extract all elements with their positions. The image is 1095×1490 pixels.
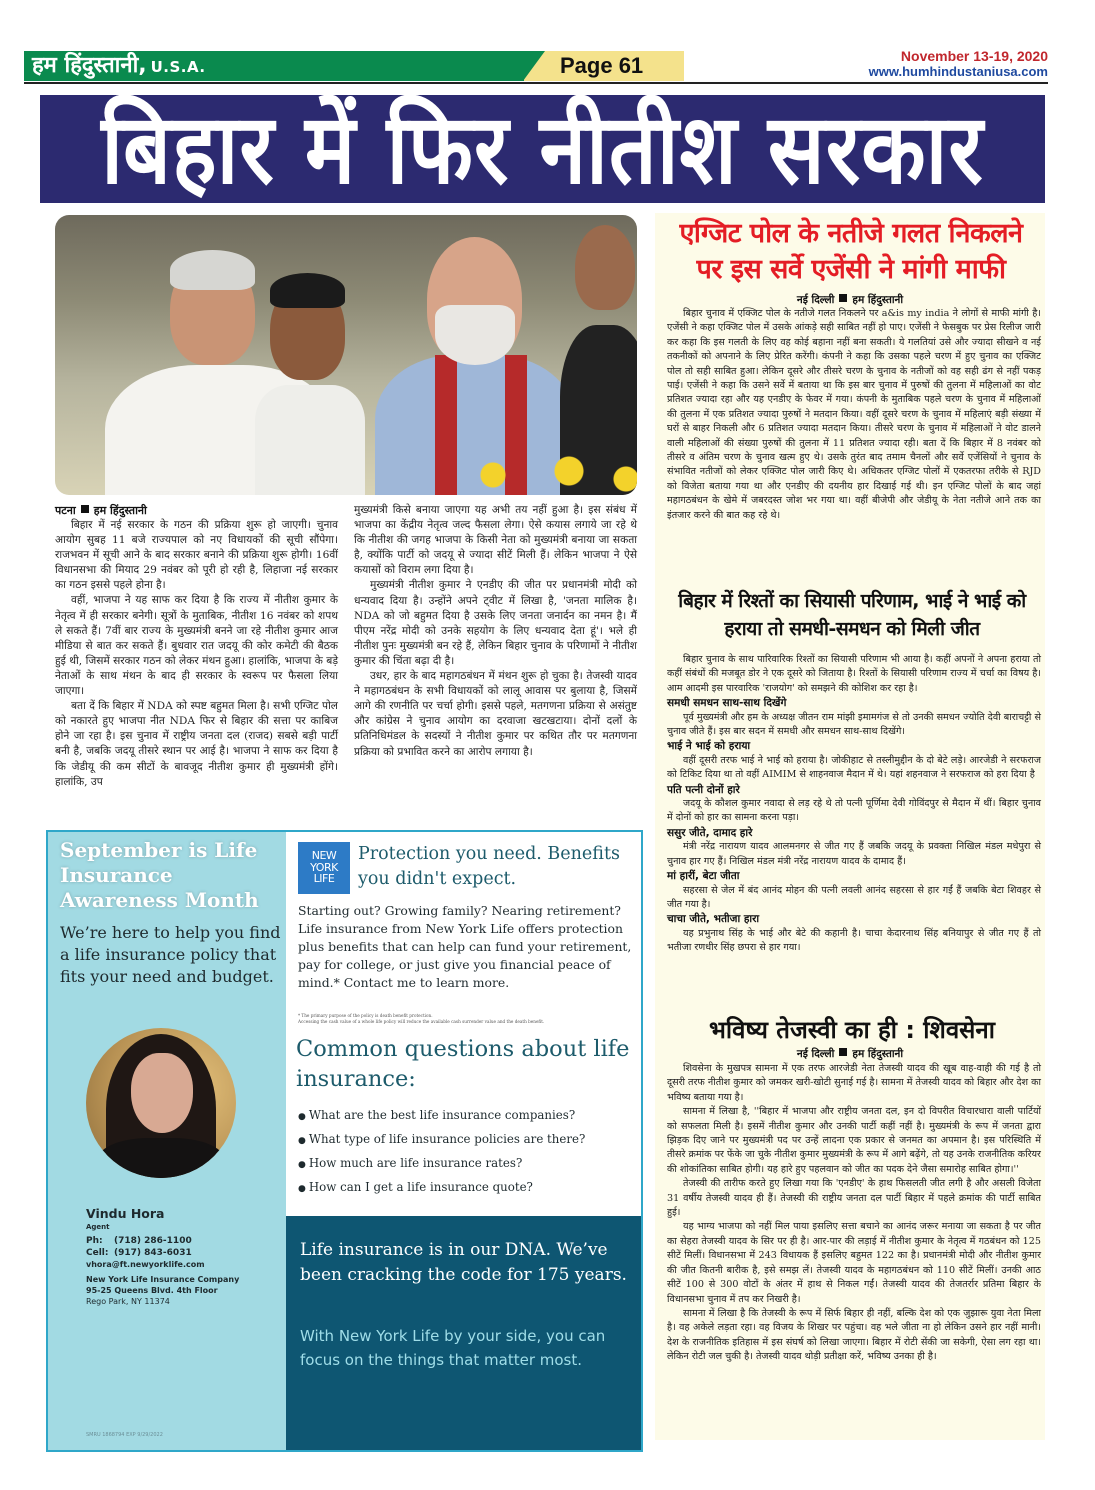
masthead-rule (24, 82, 1048, 84)
photo-figure (435, 305, 515, 365)
article-column-1 (55, 503, 338, 790)
article-paragraph: मुख्यमंत्री नीतीश कुमार ने एनडीए की जीत पर प्रधानमंत्री मोदी को धन्यवाद दिया है। उन्होंने अपने ट्वीट में लिखा है, 'जनता मालिक है। NDA को जो बहुमत दिया है उसके लिए जनता जनार्दन का नमन है। मैं पीएम नरेंद्र मोदी को उनके सहयोग के लिए धन्यवाद देता हूं'। भले ही नीतीश पुनः मुख्यमंत्री बन रहे हैं, लेकिन बिहार चुनाव के परिणामों ने नीतीश कुमार की चिंता बढ़ा दी है। (354, 579, 637, 667)
brand-bar (24, 51, 524, 81)
photo-figure (575, 225, 635, 310)
ad-questions-list (298, 1104, 643, 1200)
ad-dna-panel (286, 1216, 641, 1450)
exit-poll-headline: एग्जिट पोल के नतीजे गलत निकलने पर इस सर्वे एजेंसी ने मांगी माफी (679, 218, 1023, 285)
story-paragraph: वहीं दूसरी तरफ भाई ने भाई को हराया है। जोकीहाट से तस्लीमुद्दीन के दो बेटे लड़े। आरजेडी ने सरफराज को टिकिट दिया था तो वहीं AIMIM से शाहनवाज मैदान में थे। यहां शहनवाज ने सरफराज को हरा दिया है (667, 754, 1041, 781)
story-paragraph: सामना में लिखा है कि तेजस्वी के रूप में सिर्फ बिहार ही नहीं, बल्कि देश को एक जुझारू युवा नेता मिला है। वह अकेले लड़ता रहा। वह विजय के शिखर पर पहुंचा। वह भले जीता ना हो लेकिन उसने हार नहीं मानी। देश के राजनीतिक इतिहास में इस संघर्ष को लिखा जाएगा। बिहार में रोटी सेंकी जा सकेगी, ऐसा लग रहा था। लेकिन रोटी जल चुकी है। तेजस्वी यादव थोड़ी प्रतीक्षा करें, भविष्य उनका ही है। (667, 1307, 1041, 1363)
agent-email[interactable]: vhora@ft.newyorklife.com (86, 1260, 205, 1269)
square-bullet-icon (839, 1048, 847, 1056)
shivsena-headline: भविष्य तेजस्वी का ही : शिवसेना (709, 1016, 995, 1044)
new-york-life-logo: NEW YORK LIFE (298, 842, 350, 894)
exit-poll-story (667, 307, 1041, 523)
story-paragraph: यह प्रभुनाथ सिंह के भाई और बेटे की कहानी है। चाचा केदारनाथ सिंह बनियापुर से जीत गए हैं तो भतीजा रणधीर सिंह छपरा से हार गया। (667, 927, 1041, 954)
story-subhead: समधी समधन साथ-साथ दिखेंगे (667, 697, 787, 710)
agent-info (86, 1206, 286, 1307)
masthead (24, 48, 1048, 84)
story-paragraph: सामना में लिखा है, ''बिहार में भाजपा और राष्ट्रीय जनता दल, इन दो विपरीत विचारधारा वाली पार्टियों को सफलता मिली है। इसमें नीतीश कुमार और उनकी पार्टी कहीं नहीं है। मुख्यमंत्री के रूप में जनता द्वारा झिड़क दिए जाने पर मुख्यमंत्री पद पर उन्हें लादना एक प्रकार से जनमत का अपमान है। इस परिस्थिति में तीसरे क्रमांक पर फेंके जा चुके नीतीश कुमार मुख्यमंत्री के रूप में आगे बढ़ेंगे, तो यह उनके राजनीतिक करियर की शोकांतिका साबित होगी। यह हारे हुए पहलवान को जीत का पदक देने जैसा समारोह साबित होगा।'' (667, 1106, 1041, 1175)
lead-photo (55, 215, 637, 495)
story-paragraph: यह भाग्य भाजपा को नहीं मिल पाया इसलिए सत्ता बचाने का आनंद जरूर मनाया जा सकता है पर जीत का सेहरा तेजस्वी यादव के सिर पर ही है। आर-पार की लड़ाई में नीतीश कुमार के नेतृत्व में गठबंधन को 125 सीटें मिलीं। विधानसभा में 243 विधायक हैं इसलिए बहुमत 122 का है। प्रधानमंत्री मोदी और नीतीश कुमार की जीत कितनी बारीक है, इसे समझ लें। तेजस्वी यादव के महागठबंधन को 110 सीटें मिलीं। उनकी आठ सीटें 100 से 300 वोटों के अंतर में हाथ से निकल गईं। तेजस्वी यादव की तेजतर्रार प्रतिमा बिहार के विधानसभा चुनाव में तप कर निखरी है। (667, 1221, 1041, 1305)
ad-headline: Protection you need. Benefits you didn't expect. (358, 844, 620, 889)
ad-question: ● What type of life insurance policies are there? (298, 1128, 643, 1152)
relations-headline: बिहार में रिश्तों का सियासी परिणाम, भाई ने भाई को हराया तो समधी-समधन को मिली जीत (678, 590, 1026, 640)
agent-address-line-2: Rego Park, NY 11374 (86, 1297, 170, 1306)
website-link[interactable]: www.humhindustaniusa.com (868, 64, 1048, 79)
agent-photo (86, 1028, 236, 1178)
relations-story (667, 653, 1041, 956)
newspaper-name: हम हिंदुस्तानी, U.S.A. (32, 53, 206, 78)
ad-code: SMRU 1868794 EXP 9/29/2022 (86, 1432, 163, 1438)
right-column (655, 213, 1045, 1440)
ad-title: September is Life Insurance Awareness Month (60, 838, 259, 912)
square-bullet-icon (839, 294, 847, 302)
article-paragraph: बता दें कि बिहार में NDA को स्पष्ट बहुमत मिला है। सभी एग्जिट पोल को नकारते हुए भाजपा नीत NDA फिर से बिहार की सत्ता पर काबिज होने जा रहा है। इस चुनाव में राष्ट्रीय जनता दल (राजद) सबसे बड़ी पार्टी बनी है, जबकि जदयू तीसरे स्थान पर आई है। भाजपा ने साफ कर दिया है कि जेडीयू की कम सीटों के बावजूद नीतीश कुमार ही मुख्यमंत्री होंगे। हालांकि, उप (55, 700, 338, 788)
agent-name: Vindu Hora (86, 1206, 165, 1221)
agent-address-line-1: 95-25 Queens Blvd. 4th Floor (86, 1286, 218, 1295)
headline-banner (40, 92, 1045, 206)
page-number-tab (524, 51, 684, 81)
photo-figure (270, 273, 345, 308)
photo-figure (170, 250, 255, 290)
page-number: Page 61 (560, 53, 644, 78)
story-paragraph: बिहार चुनाव के साथ पारिवारिक रिश्तों का सियासी परिणाम भी आया है। कहीं अपनों ने अपना हराया तो कहीं संबंधों की मजबूत डोर ने एक दूसरे को जिताया है। रिश्तों के सियासी परिणाम राज्य में चर्चा का विषय है। आम आदमी इस पारवारिक 'राजयोग' को समझने की कोशिश कर रहा है। (667, 654, 1041, 694)
photo-scarf (435, 355, 457, 495)
story-paragraph: मंत्री नरेंद्र नारायण यादव आलमनगर से जीत गए हैं जबकि जदयू के प्रवक्ता निखिल मंडल मधेपुरा से चुनाव हार गए हैं। निखिल मंडल मंत्री नरेंद्र नारायण यादव के दामाद हैं। (667, 841, 1041, 867)
ad-focus-text: With New York Life by your side, you can focus on the things that matter most. (300, 1327, 606, 1369)
square-bullet-icon (81, 505, 89, 513)
article-paragraph: बिहार में नई सरकार के गठन की प्रक्रिया शुरू हो जाएगी। चुनाव आयोग सुबह 11 बजे राज्यपाल को नए विधायकों की सूची सौंपेगा। राजभवन में सूची आने के बाद सरकार बनाने की प्रक्रिया शुरू होगी। 16वीं विधानसभा की मियाद 29 नवंबर को पूरी हो रही है, लिहाजा नई सरकार का गठन इससे पहले होना है। (55, 519, 338, 592)
ad-intro: We’re here to help you find a life insurance policy that fits your need and budget. (60, 923, 281, 986)
ad-question: ● How can I get a life insurance quote? (298, 1176, 643, 1200)
main-article (55, 503, 637, 823)
issue-date: November 13-19, 2020 (900, 48, 1048, 64)
agent-phone[interactable]: Ph: (718) 286-1100 (86, 1236, 192, 1246)
story-paragraph: पूर्व मुख्यमंत्री और हम के अध्यक्ष जीतन राम मांझी इमामगंज से तो उनकी समधन ज्योति देवी बाराचट्टी से चुनाव जीते हैं। इस बार सदन में समधी और समधन साथ-साथ दिखेंगे। (667, 711, 1041, 738)
ad-questions-title: Common questions about life insurance: (296, 1036, 630, 1092)
story-subhead: ससुर जीते, दामाद हारे (667, 826, 753, 839)
agent-company: New York Life Insurance Company (86, 1275, 240, 1284)
story-subhead: चाचा जीते, भतीजा हारा (667, 913, 760, 926)
story-subhead: मां हारीं, बेटा जीता (667, 870, 740, 883)
article-paragraph: मुख्यमंत्री किसे बनाया जाएगा यह अभी तय नहीं हुआ है। इस संबंध में भाजपा का केंद्रीय नेतृत्व जल्द फैसला लेगा। ऐसे कयास लगाये जा रहे थे कि नीतीश की जगह भाजपा के किसी नेता को मुख्यमंत्री बनाया जा सकता है, क्योंकि पार्टी को जदयू से ज्यादा सीटें मिली हैं। लेकिन भाजपा ने ऐसे कयासों को विराम लगा दिया है। (354, 504, 637, 577)
newspaper-edition: U.S.A. (150, 58, 206, 76)
ad-body: Starting out? Growing family? Nearing retirement? Life insurance from New York Life offers protection plus benefits that can help can fund your retirement, pay for college, or just give you financial peace of mind.* Contact me to learn more. (298, 903, 632, 990)
insurance-advertisement (46, 830, 643, 1452)
story-subhead: पति पत्नी दोनों हारे (667, 783, 740, 796)
ad-content-panel (286, 832, 641, 1450)
main-headline: बिहार में फिर नीतीश सरकार (101, 92, 984, 206)
ad-question: ● How much are life insurance rates? (298, 1152, 643, 1176)
photo-figure (255, 385, 365, 495)
agent-role: Agent (86, 1223, 110, 1231)
story-paragraph: शिवसेना के मुखपत्र सामना में एक तरफ आरजेडी नेता तेजस्वी यादव की खूब वाह-वाही की गई है तो दूसरी तरफ नीतीश कुमार को जमकर खरी-खोटी सुनाई गई है। सामना में तेजस्वी यादव को बिहार और देश का भविष्य बताया गया है। (667, 1063, 1041, 1103)
story-paragraph: सहरसा से जेल में बंद आनंद मोहन की पत्नी लवली आनंद सहरसा से हार गईं हैं जबकि बेटा शिवहर से जीत गया है। (667, 884, 1041, 910)
article-paragraph: उधर, हार के बाद महागठबंधन में मंथन शुरू हो चुका है। तेजस्वी यादव ने महागठबंधन के सभी विधायकों को लालू आवास पर बुलाया है, जिसमें आगे की रणनीति पर चर्चा होगी। इससे पहले, मतगणना प्रक्रिया से असंतुष्ट और कांग्रेस ने चुनाव आयोग का दरवाजा खटखटाया। दोनों दलों के प्रतिनिधिमंडल के सदस्यों ने नीतीश कुमार पर कथित तौर पर मतगणना प्रक्रिया को प्रभावित करने का आरोप लगाया है। (354, 670, 637, 758)
story-paragraph: जदयू के कौशल कुमार नवादा से लड़ रहे थे तो पत्नी पूर्णिमा देवी गोविंदपुर से मैदान में थीं। बिहार चुनाव में दोनों को हार का सामना करना पड़ा। (667, 798, 1041, 824)
dateline: पटना हम हिंदुस्तानी (55, 504, 147, 517)
exit-poll-dateline: नई दिल्ली हम हिंदुस्तानी (796, 294, 904, 306)
article-paragraph: वहीं, भाजपा ने यह साफ कर दिया है कि राज्य में नीतीश कुमार के नेतृत्व में ही सरकार बनेगी। सूत्रों के मुताबिक, नीतीश 16 नवंबर को शपथ ले सकते हैं। 7वीं बार राज्य के मुख्यमंत्री बनने जा रहे नीतीश कुमार आज मीडिया से बात कर सकते हैं। बुधवार रात जदयू की कोर कमेटी की बैठक हुई थी, जिसमें सरकार गठन को लेकर मंथन हुआ। हालांकि, भाजपा के बड़े नेताओं के साथ मंथन के बाद ही सरकार के स्वरूप पर फैसला लिया जाएगा। (55, 594, 338, 698)
story-paragraph: तेजस्वी की तारीफ करते हुए लिखा गया कि 'एनडीए' के हाथ फिसलती जीत लगी है और असली विजेता 31 वर्षीय तेजस्वी यादव ही हैं। तेजस्वी की राष्ट्रीय जनता दल पार्टी बिहार में पहले क्रमांक की पार्टी साबित हुई। (667, 1178, 1041, 1219)
shivsena-story (667, 1062, 1041, 1365)
shivsena-dateline: नई दिल्ली हम हिंदुस्तानी (796, 1048, 904, 1060)
story-subhead: भाई ने भाई को हराया (667, 740, 751, 753)
ad-agent-panel (48, 832, 286, 1450)
story-paragraph: बिहार चुनाव में एक्जिट पोल के नतीजे गलत निकलने पर a&is my india ने लोगों से माफी मांगी है। एजेंसी ने कहा एक्जिट पोल में उसके आंकड़े सही साबित नहीं हो पाए। एजेंसी ने फेसबुक पर प्रेस रिलीज जारी कर कहा कि इस गलती के लिए वह कोई बहाना नहीं बना सकती। ये गलतियां उसे और ज्यादा सीखने व नई तकनीकों को अपनाने के लिए प्रेरित करेंगी। कंपनी ने कहा कि उसका पहले चरण में हुए चुनाव का एक्जिट पोल तो सही साबित हुआ। लेकिन दूसरे और तीसरे चरण के चुनाव के नतीजों को वह सही ढंग से नहीं पकड़ पाई। एजेंसी ने कहा कि उसने सर्वे में बताया था कि इस बार चुनाव में पुरुषों की तुलना में महिलाओं का वोट प्रतिशत ज्यादा रहा और यह एनडीए के फेवर में गया। कंपनी के मुताबिक पहले चरण के चुनाव में महिलाओं की तुलना में एक प्रतिशत ज्यादा पुरुषों ने मतदान किया। वहीं दूसरे चरण के चुनाव में महिलाएं बड़ी संख्या में घरों से बाहर निकली और 6 प्रतिशत ज्यादा मतदान किया। तीसरे चरण के चुनाव में महिलाओं ने वोट डालने वाली महिलाओं की संख्या पुरुषों की तुलना में 11 प्रतिशत ज्यादा रही। बता दें कि बिहार में 8 नवंबर को तीसरे व अंतिम चरण के चुनाव खत्म हुए थे। उसके तुरंत बाद तमाम चैनलों और सर्वे एजेंसियों ने चुनाव के संभावित नतीजों को लेकर एक्जिट पोल जारी किए थे। अधिकतर एग्जिट पोलों में एकतरफा तरीके से RJD को विजेता बताया गया था और एनडीए की दयनीय हार दिखाई गई थी। इन एग्जिट पोलों के बाद जहां महागठबंधन के खेमे में जबरदस्त जोश भर गया था। वहीं बीजेपी और जेडीयू के नेता नतीजे आने तक का इंतजार करने की बात कह रहे थे। (667, 308, 1041, 521)
ad-fine-print: * The primary purpose of the policy is death benefit protection. Accessing the cash value of a whole life policy will reduce the available cash surrender value and the death benefit. (298, 1013, 545, 1024)
agent-cell[interactable]: Cell: (917) 843-6031 (86, 1247, 192, 1258)
article-column-2 (354, 503, 637, 760)
ad-dna-text: Life insurance is in our DNA. We’ve been cracking the code for 175 years. (300, 1240, 627, 1285)
photo-flowers (455, 455, 637, 495)
ad-question: ● What are the best life insurance companies? (298, 1104, 643, 1128)
